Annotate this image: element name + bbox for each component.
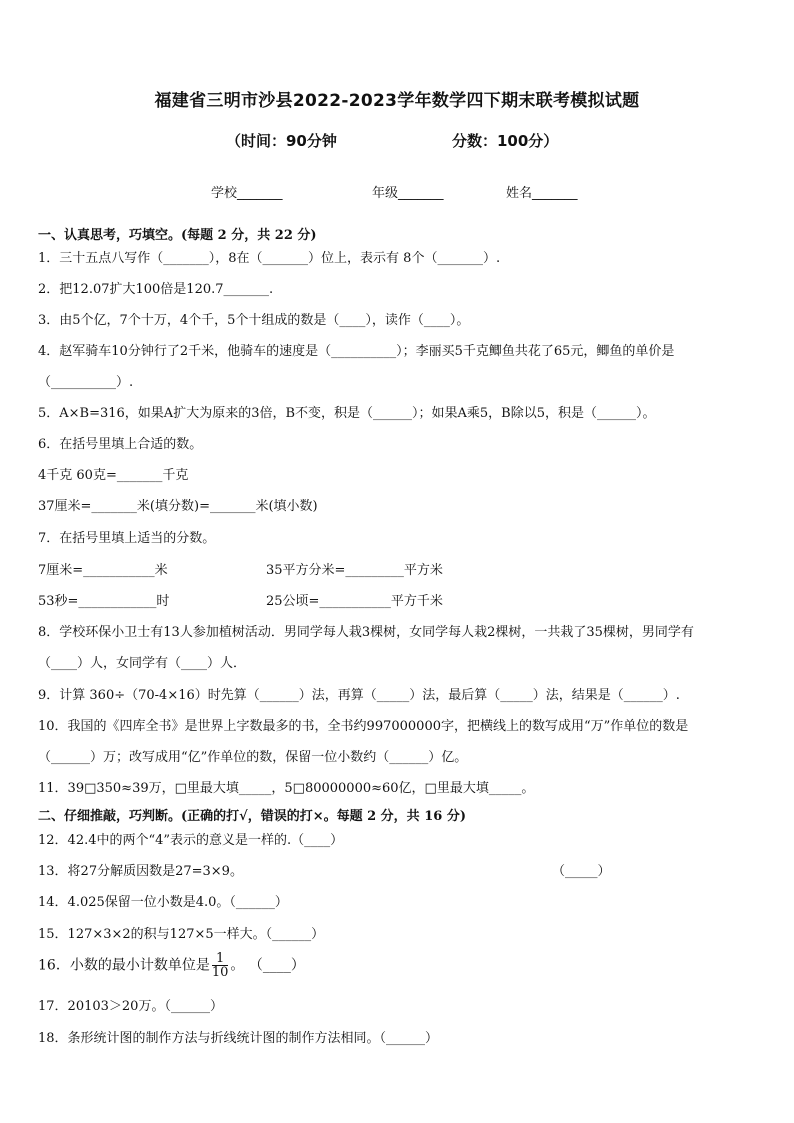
question-10-line-2: （______）万；改写成用“亿”作单位的数，保留一位小数约（______）亿。 — [38, 750, 468, 765]
question-13: 13．将27分解质因数是27=3×9。 — [38, 864, 243, 879]
question-9: 9．计算 360÷（70-4×16）时先算（______）法，再算（_____）法，最后算（_____）法，结果是（______）. — [38, 688, 680, 703]
question-8-line-1: 8．学校环保小卫士有13人参加植树活动．男同学每人栽3棵树，女同学每人栽2棵树，一共栽了35棵树，男同学有 — [38, 625, 694, 640]
question-4-line-1: 4．赵军骑车10分钟行了2千米，他骑车的速度是（__________）；李丽买5千克鲫鱼共花了65元，鲫鱼的单价是 — [38, 344, 675, 359]
section-heading-1: 一、认真思考，巧填空。(每题 2 分，共 22 分) — [38, 228, 317, 243]
question-18: 18．条形统计图的制作方法与折线统计图的制作方法相同。（______） — [38, 1031, 439, 1046]
question-7: 7．在括号里填上适当的分数。 — [38, 531, 216, 546]
question-6-item-a: 4千克 60克=_______千克 — [38, 468, 189, 483]
school-field[interactable]: 学校_______ — [211, 186, 283, 201]
question-12: 12．42.4中的两个“4”表示的意义是一样的.（____） — [38, 833, 344, 848]
fraction-one-tenth — [212, 952, 229, 979]
question-6: 6．在括号里填上合适的数。 — [38, 437, 203, 452]
fraction-denominator: 10 — [211, 965, 229, 980]
page-title: 福建省三明市沙县2022-2023学年数学四下期末联考模拟试题 — [154, 91, 640, 111]
section-heading-2: 二、仔细推敲，巧判断。(正确的打√，错误的打×。每题 2 分，共 16 分) — [38, 809, 466, 824]
question-16-tail: 。 （____） — [230, 957, 305, 974]
question-8-line-2: （____）人，女同学有（____）人． — [38, 656, 247, 671]
grade-field[interactable]: 年级_______ — [372, 186, 444, 201]
question-10-line-1: 10．我国的《四库全书》是世界上字数最多的书，全书约997000000字，把横线上的数写成用“万”作单位的数是 — [38, 719, 689, 734]
question-5: 5．A×B=316，如果A扩大为原来的3倍，B不变，积是（______）；如果A乘5，B除以5，积是（______）。 — [38, 406, 656, 421]
question-1: 1．三十五点八写作（_______），8在（_______）位上，表示有 8个（_______）. — [38, 251, 501, 266]
question-15: 15．127×3×2的积与127×5一样大。（______） — [38, 927, 325, 942]
question-4-line-2: （__________）. — [38, 375, 134, 390]
question-16-text: 16．小数的最小计数单位是 — [38, 957, 210, 974]
question-13-answer-blank[interactable]: （_____） — [552, 864, 611, 879]
question-3: 3．由5个亿，7个十万，4个千，5个十组成的数是（____），读作（____）。 — [38, 313, 470, 328]
question-17: 17．20103＞20万。（______） — [38, 999, 223, 1014]
question-7-item-a: 7厘米=___________米 — [38, 563, 168, 578]
question-11: 11．39□350≈39万，□里最大填_____，5□80000000≈60亿，□里最大填_____。 — [38, 781, 535, 796]
question-14: 14．4.025保留一位小数是4.0。（______） — [38, 895, 288, 910]
question-7-item-c: 53秒=____________时 — [38, 594, 170, 609]
name-field[interactable]: 姓名_______ — [506, 186, 578, 201]
question-7-item-d: 25公顷=___________平方千米 — [266, 594, 443, 609]
exam-time: （时间：90分钟 — [226, 132, 337, 150]
question-7-item-b: 35平方分米=_________平方米 — [266, 563, 443, 578]
question-2: 2．把12.07扩大100倍是120.7_______. — [38, 282, 274, 297]
question-16 — [38, 952, 305, 979]
exam-score: 分数：100分） — [452, 132, 559, 150]
question-6-item-b: 37厘米=_______米(填分数)=_______米(填小数) — [38, 499, 318, 514]
fraction-numerator: 1 — [212, 952, 229, 966]
